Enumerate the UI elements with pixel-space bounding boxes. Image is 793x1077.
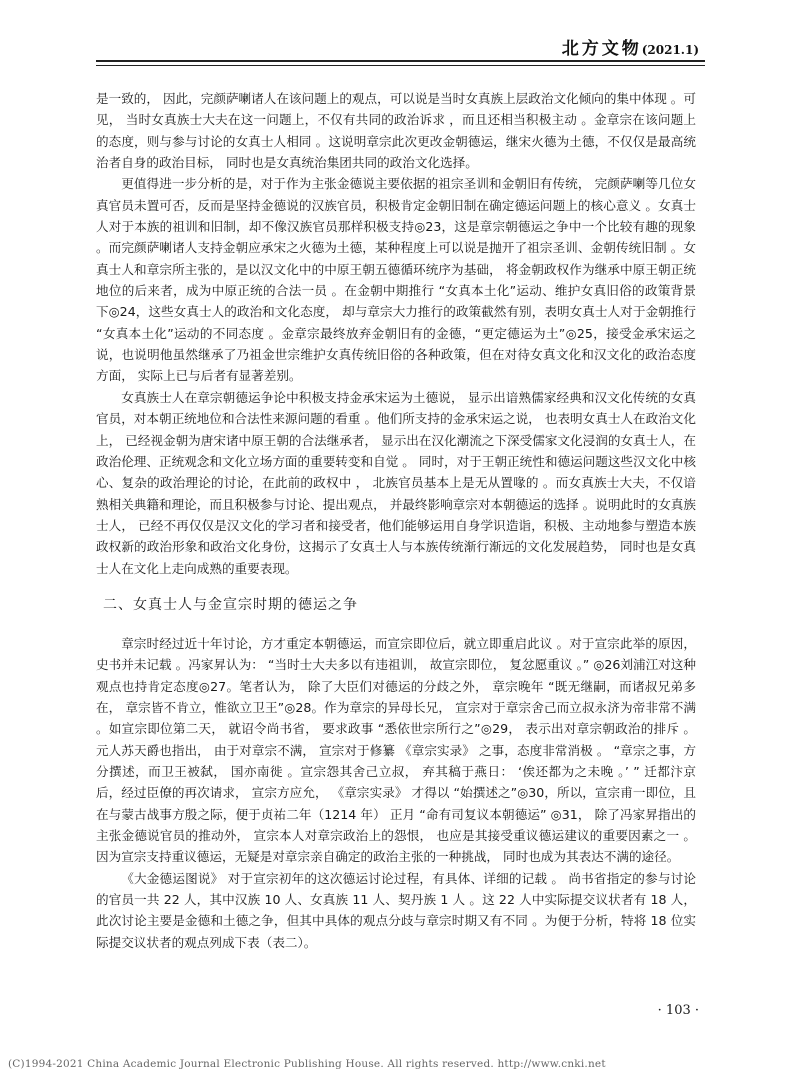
paragraph: 章宗时经过近十年讨论，方才重定本朝德运，而宣宗即位后，就立即重启此议 。对于宣宗此举的原因，史书并未记载 。冯家昇认为： “当时士大夫多以有违祖训， 故宣宗即位， 复忿愿重议 。” ◎26刘浦江对这种观点也持肯定态度◎27。笔者认为， 除了大臣们对德运的分歧之外， 章宗晚年 “既无继嗣，而诸叔兄弟多在， 章宗皆不肯立，惟欲立卫王”◎28。作为章宗的异母长兄， 宣宗对于章宗舍己而立叔永济为帝非常不满 。如宣宗即位第二天， 就诏令尚书省， 要求政事 “悉依世宗所行之”◎29， 表示出对章宗朝政治的排斥 。元人苏天爵也指出， 由于对章宗不满， 宣宗对于修纂 《章宗实录》 之事，态度非常消极 。 “章宗之事，方分撰述，而卫王被弑， 国亦南徙 。宣宗怨其舍己立叔， 弃其稿于燕日： ‘俟还都为之未晚 。’ ” 迁都汴京后，经过臣僚的再次请求， 宣宗方应允， 《章宗实录》 才得以 “始撰述之”◎30，所以，宣宗甫一即位，且在与蒙古战事方殷之际，便于贞祐二年（1214 年） 正月 “命有司复议本朝德运” ◎31， 除了冯家昇指出的主张金德说官员的推动外， 宣宗本人对章宗政治上的怨恨， 也应是其接受重议德运建议的重要因素之一 。因为宣宗支持重议德运，无疑是对章宗亲自确定的政治主张的一种挑战， 同时也成为其表达不满的途径。 (96, 635, 696, 865)
journal-issue: (2021.1) (641, 43, 699, 57)
copyright-footer: (C)1994-2021 China Academic Journal Electronic Publishing House. All rights reserved. http://www.cnki.net (8, 1058, 606, 1070)
paragraph: 《大金德运图说》 对于宣宗初年的这次德运讨论过程，有具体、详细的记载 。 尚书省指定的参与讨论的官员一共 22 人，其中汉族 10 人、女真族 11 人、契丹族 1 人 。这 22 人中实际提交议状者有 18 人，此次讨论主要是金德和土德之争，但其中具体的观点分歧与章宗时期又有不同 。为便于分析，特将 18 位实际提交议状者的观点列成下表（表二）。 (96, 870, 696, 950)
paragraph: 女真族士人在章宗朝德运争论中积极支持金承宋运为土德说， 显示出谙熟儒家经典和汉文化传统的女真官员，对本朝正统地位和合法性来源问题的看重 。他们所支持的金承宋运之说， 也表明女真士人在政治文化上， 已经视金朝为唐宋诸中原王朝的合法继承者， 显示出在汉化潮流之下深受儒家文化浸润的女真士人，在政治伦理、正统观念和文化立场方面的重要转变和自觉 。 同时，对于王朝正统性和德运问题这些汉文化中核心、复杂的政治理论的讨论，在此前的政权中 ， 北族官员基本上是无从置喙的 。而女真族士大夫，不仅谙熟相关典籍和理论，而且积极参与讨论、提出观点， 并最终影响章宗对本朝德运的选择 。说明此时的女真族士人， 已经不再仅仅是汉文化的学习者和接受者，他们能够运用自身学识造诣，积极、主动地参与塑造本族政权新的政治形象和政治文化身份，这揭示了女真士人与本族传统渐行渐远的文化发展趋势， 同时也是女真士人在文化上走向成熟的重要表现。 (96, 389, 696, 576)
journal-title: 北方文物 (561, 39, 642, 59)
section-heading: 二、女真士人与金宣宗时期的德运之争 (103, 596, 358, 613)
header-rule (96, 60, 705, 66)
journal-header (562, 34, 699, 59)
paragraph: 更值得进一步分析的是，对于作为主张金德说主要依据的祖宗圣训和金朝旧有传统， 完颜萨喇等几位女真官员未置可否，反而是坚持金德说的汉族官员，积极肯定金朝旧制在确定德运问题上的核心意义 。女真士人对于本族的祖训和旧制，却不像汉族官员那样积极支持◎23，这是章宗朝德运之争中一个比较有趣的现象 。而完颜萨喇诸人支持金朝应承宋之火德为土德，某种程度上可以说是抛开了祖宗圣训、金朝传统旧制 。女真士人和章宗所主张的，是以汉文化中的中原王朝五德循环统序为基础， 将金朝政权作为继承中原王朝正统地位的后来者，成为中原正统的合法一员 。在金朝中期推行 “女真本土化”运动、维护女真旧俗的政策背景下◎24，这些女真士人的政治和文化态度， 却与章宗大力推行的政策截然有别，表明女真士人对于金朝推行 “女真本土化”运动的不同态度 。金章宗最终放弃金朝旧有的金德，“更定德运为土”◎25，接受金承宋运之说，也说明他虽然继承了乃祖金世宗维护女真传统旧俗的各种政策，但在对待女真文化和汉文化的政治态度方面， 实际上已与后者有显著差别。 (96, 176, 696, 384)
article-body (96, 88, 696, 953)
paragraph: 是一致的， 因此，完颜萨喇诸人在该问题上的观点，可以说是当时女真族上层政治文化倾向的集中体现 。可见， 当时女真族士大夫在这一问题上，不仅有共同的政治诉求 ，而且还相当积极主动 。金章宗在该问题上的态度，则与参与讨论的女真士人相同 。这说明章宗此次更改金朝德运，继宋火德为土德，不仅仅是最高统治者自身的政治目标， 同时也是女真统治集团共同的政治文化选择。 (96, 91, 696, 171)
page-number: · 103 · (657, 1003, 699, 1018)
